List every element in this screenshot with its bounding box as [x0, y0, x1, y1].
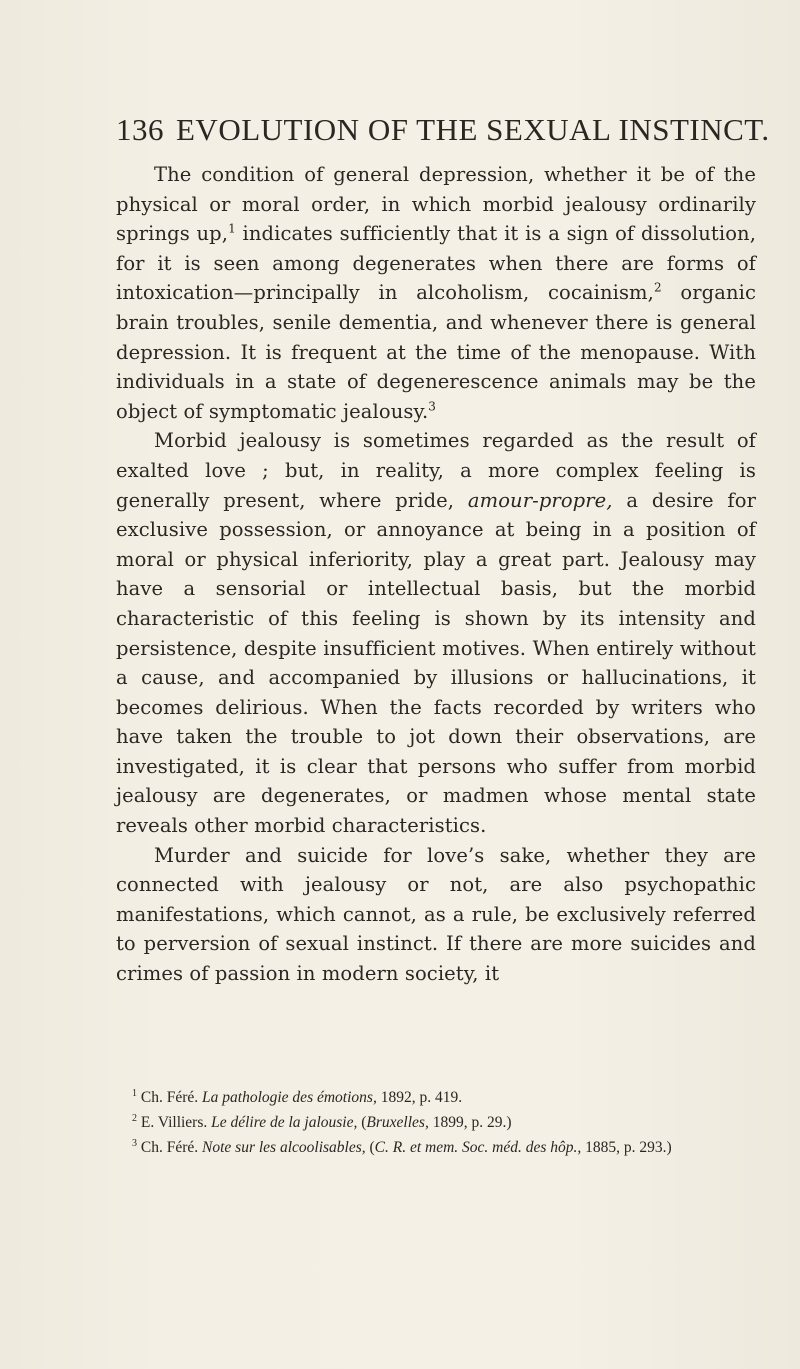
- footnote-rest: 1892, p. 419.: [376, 1089, 463, 1107]
- paragraph-text: organic brain troubles, senile dementia, and whenever there is general depression. It is frequent at the time of the menopause. With individuals in a state of degenerescence animals may be the object of symptomatic jealousy.: [116, 281, 757, 423]
- footnote-ref: 3: [428, 399, 437, 414]
- footnote-mid: (: [357, 1114, 367, 1132]
- footnote-ref: 1: [228, 221, 236, 236]
- running-title: EVOLUTION OF THE SEXUAL INSTINCT.: [176, 112, 770, 147]
- footnote-3: [116, 1133, 756, 1158]
- footnote-rest: 1899, p. 29.): [428, 1114, 512, 1132]
- footnote-title: La pathologie des émotions,: [202, 1089, 377, 1107]
- paragraph-text: Murder and suicide for love’s sake, whether they are connected with jealousy or not, are also psychopathic manifestations, which cannot, as a rule, be exclusively referred to perversion of sexual instinct. If there are more suicides and crimes of passion in modern society, it: [116, 843, 756, 986]
- footnote-title: Note sur les alcoolisables,: [202, 1139, 366, 1157]
- footnote-title: Le délire de la jalousie,: [211, 1114, 358, 1132]
- paragraph-text: The condition of general depression, whether it be of the physical or moral order, in which morbid jealousy ordinarily springs up,: [116, 163, 756, 246]
- page-number: 136: [116, 112, 164, 147]
- paragraph-text: a desire for exclusive possession, or annoyance at being in a position of moral or physical inferiority, play a great part. Jealousy may have a sensorial or intellectual basis, but the morbid characteristic of this feeling is shown by its intensity and persistence, despite insufficient motives. When entirely without a cause, and accompanied by illusions or hallucinations, it becomes delirious. When the facts recorded by writers who have taken the trouble to jot down their observations, are investigated, it is clear that persons who suffer from morbid jealousy are degenerates, or madmen whose mental state reveals other morbid characteristics.: [116, 488, 756, 838]
- footnote-author: E. Villiers.: [137, 1114, 212, 1132]
- footnote-number: 1: [132, 1088, 137, 1099]
- running-header: [116, 112, 770, 148]
- paragraph-3: [116, 841, 756, 989]
- footnote-mid: (: [365, 1139, 375, 1157]
- paragraph-text: Morbid jealousy is sometimes regarded as the result of exalted love ; but, in reality, a more complex feeling is generally present, where pride,: [116, 429, 756, 512]
- paragraph-text: indicates sufficiently that it is a sign of dissolution, for it is seen among degenerates when there are forms of intoxication—principally in alcoholism, cocainism,: [116, 222, 756, 305]
- body-text: [116, 160, 756, 989]
- footnote-author: Ch. Féré.: [137, 1089, 203, 1107]
- footnote-place: Bruxelles,: [366, 1114, 429, 1132]
- paragraph-2: [116, 426, 756, 840]
- footnote-2: [116, 1108, 756, 1133]
- footnote-number: 2: [132, 1113, 137, 1125]
- footnote-rest: 1885, p. 293.): [581, 1139, 672, 1157]
- footnote-place: C. R. et mem. Soc. méd. des hôp.,: [374, 1139, 582, 1157]
- italic-term: amour-propre,: [467, 488, 613, 512]
- footnote-author: Ch. Féré.: [137, 1139, 203, 1157]
- footnote-1: [116, 1083, 756, 1108]
- footnote-number: 3: [132, 1138, 137, 1150]
- footnote-ref: 2: [653, 280, 662, 295]
- footnotes: [116, 1083, 756, 1158]
- paragraph-1: [116, 160, 756, 426]
